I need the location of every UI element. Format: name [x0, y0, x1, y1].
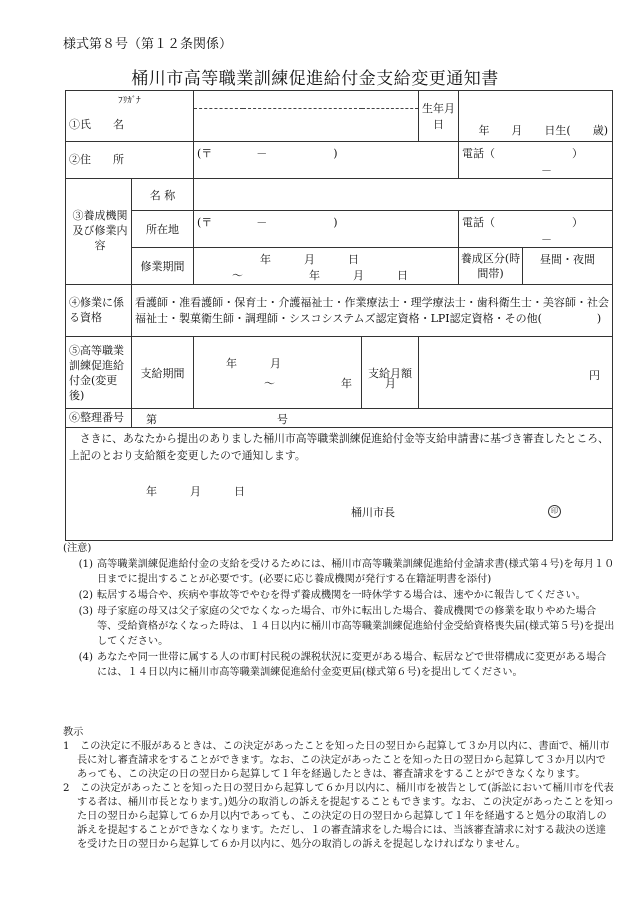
- institution-label: ③養成機関及び修業内容: [72, 209, 128, 252]
- furigana-label: ﾌﾘｶﾞﾅ: [118, 96, 141, 107]
- monthly-amount-input[interactable]: [419, 337, 613, 409]
- institution-location-input[interactable]: [194, 211, 459, 248]
- furigana-input[interactable]: [194, 91, 419, 109]
- instruction-item: [63, 740, 615, 782]
- training-division-value: 昼間・夜間: [540, 253, 596, 266]
- reference-go: 号: [277, 413, 288, 426]
- notes-heading: (注意): [63, 543, 92, 554]
- training-division-label-cell: [459, 248, 523, 285]
- qualification-list: 看護師・准看護師・保育士・介護福祉士・作業療法士・理学療法士・歯科衛生士・美容師・社会福祉士・製菓衛生師・調理師・シスコシステムズ認定資格・LPI認定資格・その他( ): [135, 295, 610, 325]
- qualification-label: ④修業に係る資格: [69, 295, 124, 324]
- institution-phone-dash: －: [541, 233, 553, 246]
- address-phone-input[interactable]: [459, 142, 613, 179]
- notice-date: 年 月 日: [146, 485, 245, 498]
- institution-name-label: 名 称: [149, 188, 176, 202]
- note-number: (2): [78, 590, 93, 601]
- monthly-amount-label-cell: [362, 337, 419, 409]
- notice-form-table: [65, 90, 613, 541]
- yen-unit: 円: [589, 369, 601, 382]
- institution-label-cell: [66, 179, 132, 285]
- note-number: (1): [78, 559, 93, 570]
- instruction-number: 2: [63, 783, 70, 794]
- seal-mark: 印: [548, 505, 561, 518]
- notice-body-cell: [66, 428, 613, 541]
- benefit-label: ⑤高等職業訓練促進給付金(変更後): [69, 343, 124, 402]
- note-item: [63, 604, 615, 649]
- note-item: [63, 650, 615, 680]
- instruction-text: この決定に不服があるときは、この決定があったことを知った日の翌日から起算して３か月以内に、書面で、桶川市長に対し審査請求をすることができます。なお、この決定があったことを知った日の翌日から起算して３か月以内であっても、この決定の日の翌日から起算して１年を経過したときは、審査請求をすることができなくなります。: [77, 741, 610, 780]
- name-input[interactable]: [194, 109, 419, 142]
- notice-text: さきに、あなたから提出のありました桶川市高等職業訓練促進給付金等支給申請書に基づき審査したところ、上記のとおり支給額を変更したので通知します。: [69, 432, 609, 462]
- benefit-period-label: 支給期間: [140, 366, 185, 380]
- reference-number-input[interactable]: [132, 409, 613, 428]
- name-label-cell: [66, 109, 194, 142]
- note-text: 母子家庭の母又は父子家庭の父でなくなった場合、市外に転出した場合、養成機関での修業を取りやめた場合等、受給資格がなくなった時は、１４日以内に桶川市高等職業訓練促進給付金受給資格喪失届(様式第５号)を提出してください。: [97, 606, 615, 647]
- birthdate-format: 年 月 日生( 歳): [478, 124, 609, 137]
- furigana-label-cell: [66, 91, 194, 109]
- reference-dai: 第: [146, 413, 157, 426]
- address-phone-label: 電話（ ）: [462, 147, 584, 160]
- institution-name-label-cell: [132, 179, 194, 211]
- benefit-period-end: ～ 年 月: [264, 377, 397, 390]
- note-text: 高等職業訓練促進給付金の支給を受けるためには、桶川市高等職業訓練促進給付金請求書(様式第４号)を毎月１０日までに提出することが必要です。(必要に応じ養成機関が発行する在籍証明書を添付): [97, 559, 615, 585]
- institution-postal: (〒 － ): [197, 216, 338, 229]
- benefit-period-start: 年 月: [226, 357, 282, 370]
- institution-phone-label: 電話（ ）: [462, 216, 584, 229]
- address-postal: (〒 － ): [197, 147, 338, 160]
- qualification-options[interactable]: [132, 285, 613, 337]
- study-period-label-cell: [132, 248, 194, 285]
- instruction-text: この決定があったことを知った日の翌日から起算して６か月以内に、桶川市を被告として(訴訟において桶川市を代表する者は、桶川市長となります。)処分の取消しの訴えを提起することもできます。なお、この決定があったことを知った日の翌日から起算して６か月以内であっても、この決定の日の翌日から起算して１年を経過すると処分の取消しの訴えを提起することができなくなります。ただし、１の審査請求をした場合には、当該審査請求に対する裁決の送達を受けた日の翌日から起算して６か月以内に、処分の取消しの訴えを提起しなければなりません。: [77, 783, 615, 850]
- notes-section: [63, 541, 615, 681]
- note-item: [63, 588, 615, 603]
- benefit-period-label-cell: [132, 337, 194, 409]
- birthdate-input[interactable]: [459, 91, 613, 142]
- instruction-number: 1: [63, 741, 70, 752]
- birthdate-label-cell: [419, 91, 459, 142]
- birthdate-label: 生年月日: [422, 102, 456, 131]
- instructions-section: [63, 726, 615, 852]
- note-number: (3): [78, 606, 93, 617]
- address-phone-dash: －: [541, 164, 553, 177]
- instruction-item: [63, 782, 615, 852]
- form-number: 様式第８号（第１２条関係）: [63, 37, 233, 52]
- address-label: ②住 所: [69, 152, 124, 166]
- institution-location-label-cell: [132, 211, 194, 248]
- note-text: 転居する場合や、疾病や事故等でやむを得ず養成機関を一時休学する場合は、速やかに報告してください。: [97, 590, 586, 601]
- note-number: (4): [78, 652, 93, 663]
- name-label: ①氏 名: [69, 117, 124, 131]
- address-label-cell: [66, 142, 194, 179]
- study-period-end: ～ 年 月 日: [232, 269, 409, 282]
- document-title: 桶川市高等職業訓練促進給付金支給変更通知書: [131, 69, 499, 89]
- monthly-amount-label: 支給月額: [368, 366, 413, 380]
- note-item: [63, 557, 615, 587]
- institution-location-label: 所在地: [146, 223, 179, 236]
- instructions-heading: 教示: [63, 727, 84, 738]
- study-period-start: 年 月 日: [260, 253, 360, 266]
- training-division-label: 養成区分(時間帯): [460, 252, 521, 280]
- reference-label-cell: [66, 409, 132, 428]
- mayor-title: 桶川市長: [351, 506, 395, 519]
- benefit-label-cell: [66, 337, 132, 409]
- note-text: あなたや同一世帯に属する人の市町村民税の課税状況に変更がある場合、転居などで世帯構成に変更がある場合には、１４日以内に桶川市高等職業訓練促進給付金変更届(様式第６号)を提出してください。: [97, 652, 607, 678]
- training-division-options[interactable]: [523, 248, 613, 285]
- qualification-label-cell: [66, 285, 132, 337]
- address-input[interactable]: [194, 142, 459, 179]
- institution-name-input[interactable]: [194, 179, 613, 211]
- institution-phone-input[interactable]: [459, 211, 613, 248]
- reference-label: ⑥整理番号: [69, 410, 124, 424]
- study-period-input[interactable]: [194, 248, 459, 285]
- study-period-label: 修業期間: [140, 260, 185, 273]
